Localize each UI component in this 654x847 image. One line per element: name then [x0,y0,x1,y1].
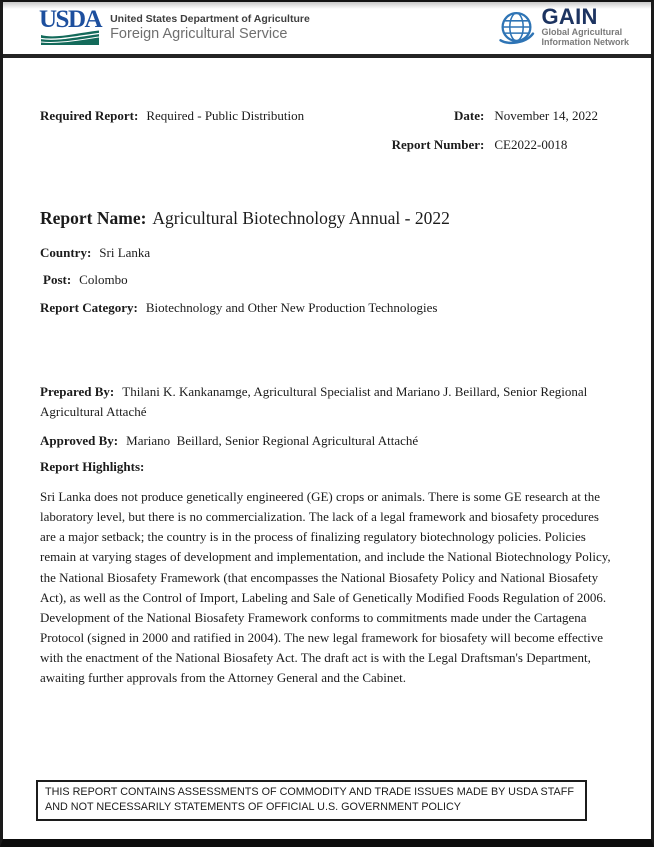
prepared-by-row [40,382,614,421]
approved-by-value: Mariano Beillard, Senior Regional Agricultural Attaché [126,433,419,448]
required-report-label: Required Report: [40,108,139,123]
report-name-value: Agricultural Biotechnology Annual - 2022 [152,208,450,228]
date-label: Date: [454,108,485,123]
report-highlights-text: Sri Lanka does not produce genetically engineered (GE) crops or animals. There is some GE research at the laboratory level, but there is no commercialization. The lack of a legal framework and biosafety procedures are a major setback; the country is in the process of finalizing regulatory biotechnology policies. Policies remain at varying stages of development and implementation, and include the National Biotechnology Policy, the National Biosafety Framework (that encompasses the National Biosafety Policy and National Biosafety Act), as well as the Control of Import, Labeling and Sale of Genetically Modified Foods Regulation of 2006. Development of the National Biosafety Framework conforms to commitments made under the Cartagena Protocol (signed in 2000 and ratified in 2004). The new legal framework for biosafety will become effective with the enactment of the National Biosafety Act. The draft act is with the Legal Draftsman's Department, awaiting further approvals from the Attorney General and the Cabinet. [40,489,611,686]
approved-by-label: Approved By: [40,433,119,448]
country-row [40,245,614,261]
date-number-block [392,108,598,153]
approved-by-row [40,433,614,449]
usda-mark [39,5,102,46]
required-report-row [40,108,304,124]
report-category-value: Biotechnology and Other New Production Technologies [145,300,438,315]
post-label: Post: [43,272,72,287]
usda-agency-line: Foreign Agricultural Service [110,26,288,43]
required-report-value: Required - Public Distribution [146,108,305,123]
gain-logo [498,3,629,48]
prepared-by-label: Prepared By: [40,384,115,399]
report-number-value: CE2022-0018 [494,137,568,152]
date-value: November 14, 2022 [494,108,598,123]
meta-section [40,108,614,153]
gain-subtitle-line1: Global Agricultural [541,26,623,37]
country-label: Country: [40,245,92,260]
report-category-row [40,300,614,316]
disclaimer-text: THIS REPORT CONTAINS ASSESSMENTS OF COMMODITY AND TRADE ISSUES MADE BY USDA STAFF AND NOT NECESSARILY STATEMENTS OF OFFICIAL U.S. GOVERNMENT POLICY [45,786,574,814]
usda-wordmark: USDA [39,5,102,33]
report-content [3,58,651,688]
country-value: Sri Lanka [99,245,151,260]
gain-subtitle-line2: Information Network [541,37,629,48]
report-highlights-label: Report Highlights: [40,459,145,474]
report-name-label: Report Name: [40,208,147,228]
globe-icon [498,10,535,47]
report-category-label: Report Category: [40,300,138,315]
report-header [3,2,651,58]
report-number-label: Report Number: [391,137,485,152]
prepared-by-value: Thilani K. Kankanamge, Agricultural Specialist and Mariano J. Beillard, Senior Regional Agricultural Attaché [40,384,588,419]
report-name-row [40,208,614,229]
usda-department-line: United States Department of Agriculture [110,12,310,25]
usda-swoosh-icon [41,30,99,45]
disclaimer-box [36,780,587,821]
post-value: Colombo [79,272,128,287]
usda-text-block [110,13,310,43]
usda-logo [39,5,310,46]
gain-text-block [541,3,629,48]
post-row [40,272,614,288]
gain-acronym: GAIN [541,3,598,29]
